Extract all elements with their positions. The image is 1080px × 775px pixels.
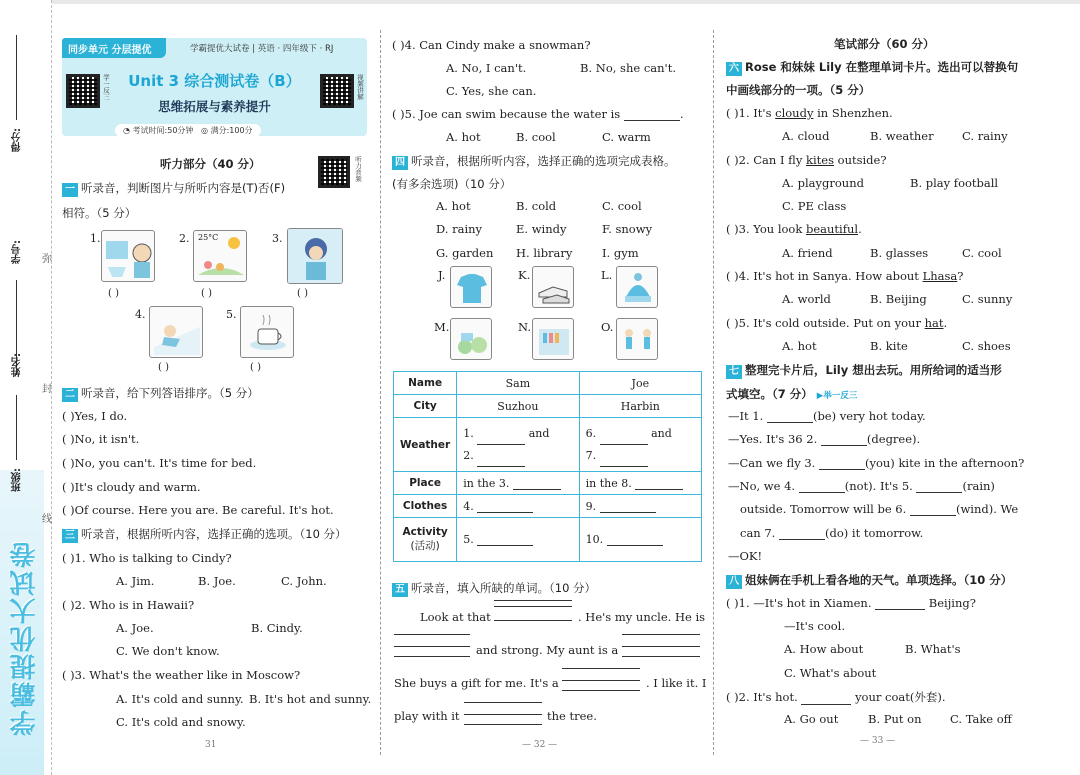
section-3-instructions: 听录音，根据所听内容，选择正确的选项。（10 分） <box>81 527 347 541</box>
qr-code-icon[interactable] <box>318 156 350 188</box>
dialogue-line <box>728 409 926 423</box>
picture-number: 4. <box>135 308 146 321</box>
cell-suzhou: Suzhou <box>457 395 579 418</box>
blank-num: 4. <box>463 499 474 513</box>
question-3-5 <box>392 107 684 121</box>
section-7-instructions: 整理完卡片后，Lily 想出去玩。用所给词的适当形 <box>745 363 1002 377</box>
option: A. Go out <box>784 712 839 726</box>
option: B. weather <box>870 129 934 143</box>
top-edge <box>0 0 1080 4</box>
blank-num: 7. <box>585 448 597 462</box>
fill-blank[interactable] <box>600 434 648 445</box>
row-weather: Weather <box>394 418 457 472</box>
clock-icon: ◔ <box>123 126 130 135</box>
blank-num: 6. <box>585 426 597 440</box>
section-2-heading <box>62 385 259 402</box>
blank-num: 2. <box>463 448 474 462</box>
picture-label: O. <box>601 320 614 334</box>
dialogue-line <box>728 432 920 446</box>
word-option: I. gym <box>602 246 639 260</box>
header-name: Name <box>394 372 457 395</box>
ordering-item: ( )Yes, I do. <box>62 409 128 423</box>
option: B. Put on <box>868 712 922 726</box>
q-text: outside? <box>837 153 887 167</box>
question-6-2 <box>726 153 887 167</box>
fill-blank[interactable] <box>779 529 825 540</box>
student-id-label: 学号: <box>12 240 23 264</box>
line-text: (wind). We <box>955 502 1019 516</box>
ordering-item: ( )It's cloudy and warm. <box>62 480 201 494</box>
picture-snow-sledding <box>149 306 203 358</box>
picture-wool-hat <box>616 266 658 308</box>
section-8-heading <box>726 572 1012 589</box>
row-activity <box>394 518 457 562</box>
q-text: . <box>858 222 862 236</box>
q-text: ( )1. It's <box>726 106 772 120</box>
fill-line[interactable] <box>394 656 470 657</box>
option: C. Yes, she can. <box>446 84 537 98</box>
option: A. hot <box>446 130 481 144</box>
exam-full-score: 满分:100分 <box>210 126 253 135</box>
section-badge: 四 <box>392 156 408 170</box>
section-1-instructions: 听录音，判断图片与所听内容是(T)否(F) <box>81 181 286 195</box>
option: C. warm <box>602 130 651 144</box>
seal-char-mi: 弥 <box>42 254 52 265</box>
answer-blank[interactable]: ( ) <box>158 362 169 373</box>
cell-weather-joe <box>579 418 701 472</box>
line-text: —No, we 4. <box>728 479 796 493</box>
question-3-3: ( )3. What's the weather like in Moscow? <box>62 668 301 682</box>
fill-line[interactable] <box>562 668 640 669</box>
underlined-word: kites <box>806 153 834 167</box>
row-place: Place <box>394 472 457 495</box>
picture-tshirt <box>450 266 492 308</box>
option: B. No, she can't. <box>580 61 676 75</box>
q-text: your coat(外套). <box>855 690 946 704</box>
dialogue-line: —OK! <box>728 549 763 563</box>
option: A. It's cold and sunny. <box>116 692 244 706</box>
fill-line[interactable] <box>464 714 542 715</box>
blank-num: in the 8. <box>585 476 632 490</box>
cell-clothes-joe <box>579 495 701 518</box>
page-number-32: — 32 — <box>522 740 558 750</box>
exam-time: 考试时间:50分钟 <box>132 126 194 135</box>
and-word: and <box>528 426 550 440</box>
fill-blank[interactable] <box>875 599 925 610</box>
qr-caption-right: 视频讲解 <box>356 74 364 100</box>
q-text: Beijing? <box>928 596 976 610</box>
q-text: ( )3. You look <box>726 222 803 236</box>
listening-title: 听力部分（40 分） <box>160 157 261 171</box>
period: . <box>679 107 684 121</box>
unit-tag: 同步单元 分层提优 <box>62 38 166 58</box>
picture-label: M. <box>434 320 450 334</box>
option: B. Beijing <box>870 292 927 306</box>
column-divider-2 <box>713 30 714 755</box>
section-6-heading-cont: 中画线部分的一项。（5 分） <box>726 83 871 97</box>
fill-blank[interactable] <box>600 456 648 467</box>
page-number-33: — 33 — <box>860 736 896 746</box>
fill-line[interactable] <box>494 606 572 607</box>
fill-blank[interactable] <box>600 502 656 513</box>
option: C. rainy <box>962 129 1008 143</box>
series-label: 学霸提优大试卷 | 英语 · 四年级下 · RJ <box>190 44 334 54</box>
q-text: ( )1. —It's hot in Xiamen. <box>726 596 872 610</box>
option: C. shoes <box>962 339 1011 353</box>
section-badge: 七 <box>726 365 742 379</box>
line-text: (do) it tomorrow. <box>825 526 924 540</box>
passage-line-3a: She buys a gift for me. It's a <box>394 676 559 690</box>
q-text: ( )2. It's hot. <box>726 690 798 704</box>
page-number-31: 31 <box>205 740 217 750</box>
option: B. What's <box>905 642 961 656</box>
passage-line-2: and strong. My aunt is a <box>476 643 619 657</box>
line-text: outside. Tomorrow will be 6. <box>740 502 907 516</box>
qr-caption-left: 学一反三 <box>102 74 110 100</box>
section-8-instructions: 姐妹俩在手机上看各地的天气。单项选择。（10 分） <box>745 573 1013 587</box>
question-8-2 <box>726 689 946 705</box>
section-4-heading-cont: (有多余选项)（10 分） <box>392 177 512 191</box>
q-text: . <box>943 316 948 330</box>
fill-blank[interactable] <box>477 434 525 445</box>
blank-num: 10. <box>585 533 604 546</box>
line-text: (not). It's 5. <box>844 479 913 493</box>
practice-tag-label: 举一反三 <box>823 391 858 401</box>
passage-line-4a: play with it <box>394 709 460 723</box>
cell-place-sam <box>457 472 579 495</box>
score-icon: ◎ <box>201 126 209 135</box>
activity-cn-label: (活动) <box>410 540 440 552</box>
option: A. hot <box>782 339 817 353</box>
option: B. It's hot and sunny. <box>249 692 372 706</box>
section-4-heading <box>392 153 676 170</box>
weather-table <box>393 371 702 562</box>
brand-logo: 学霸提优大试卷 <box>10 540 40 736</box>
section-badge: 五 <box>392 583 408 597</box>
option: C. John. <box>281 574 327 588</box>
fill-blank[interactable] <box>477 456 525 467</box>
option: C. sunny <box>962 292 1013 306</box>
cell-clothes-sam <box>457 495 579 518</box>
underlined-word: hat <box>924 316 944 330</box>
option: A. Joe. <box>116 621 154 635</box>
fill-line[interactable] <box>464 724 542 725</box>
section-6-heading <box>726 59 1018 76</box>
option: B. Joe. <box>198 574 236 588</box>
section-badge: 三 <box>62 529 78 543</box>
test-subtitle: 思维拓展与素养提升 <box>158 99 271 114</box>
option: A. How about <box>784 642 864 656</box>
word-option: F. snowy <box>602 222 653 236</box>
picture-number: 3. <box>272 232 283 245</box>
fill-line[interactable] <box>622 646 700 647</box>
fill-line[interactable] <box>622 634 700 635</box>
row-clothes: Clothes <box>394 495 457 518</box>
option: C. We don't know. <box>116 644 220 658</box>
fill-blank[interactable] <box>821 435 867 446</box>
picture-hot-drink <box>240 306 294 358</box>
word-option: B. cold <box>516 199 557 213</box>
blank-num: 5. <box>463 533 474 546</box>
word-option: G. garden <box>436 246 494 260</box>
option: C. What's about <box>784 666 877 680</box>
section-2-instructions: 听录音，给下列答语排序。（5 分） <box>81 386 259 400</box>
fill-blank[interactable] <box>624 110 680 121</box>
line-text: (you) kite in the afternoon? <box>864 456 1025 470</box>
option: B. play football <box>910 176 999 190</box>
answer-blank[interactable]: ( ) <box>108 288 119 299</box>
line-text: can 7. <box>740 526 776 540</box>
question-6-1 <box>726 106 893 120</box>
fill-blank[interactable] <box>513 479 561 490</box>
question-6-5 <box>726 316 947 330</box>
fill-blank[interactable] <box>635 479 683 490</box>
answer-blank[interactable]: ( ) <box>297 288 308 299</box>
passage-line-4b: the tree. <box>547 709 597 723</box>
option: A. playground <box>782 176 864 190</box>
cell-weather-sam <box>457 418 579 472</box>
option: B. cool <box>516 130 556 144</box>
line-text: (be) very hot today. <box>812 409 926 423</box>
answer-blank[interactable]: ( ) <box>250 362 261 373</box>
option: C. cool <box>962 246 1002 260</box>
word-option: E. windy <box>516 222 567 236</box>
section-4-instructions: 听录音，根据所听内容，选择正确的选项完成表格。 <box>411 154 676 168</box>
option: C. PE class <box>782 199 847 213</box>
dialogue-line <box>728 456 1024 470</box>
picture-number: 2. <box>179 232 190 245</box>
picture-shoes <box>532 266 574 308</box>
practice-tag[interactable]: ▶举一反三 <box>816 391 858 401</box>
line-text: (rain) <box>962 479 995 493</box>
fill-line[interactable] <box>494 620 572 621</box>
line-text: —Can we fly 3. <box>728 456 816 470</box>
q-text: —It's cool. <box>784 619 846 633</box>
word-option: C. cool <box>602 199 642 213</box>
section-badge: 八 <box>726 575 742 589</box>
q-text: ? <box>957 269 964 283</box>
option: A. world <box>782 292 831 306</box>
picture-number: 1. <box>90 232 101 245</box>
fill-blank[interactable] <box>916 482 962 493</box>
picture-label: L. <box>601 268 613 282</box>
question-3-2: ( )2. Who is in Hawaii? <box>62 598 195 612</box>
word-option: H. library <box>516 246 573 260</box>
score-label: 得分: <box>12 128 23 152</box>
underlined-word: beautiful <box>805 222 859 236</box>
written-title: 笔试部分（60 分） <box>834 37 935 51</box>
picture-snow-scene <box>101 230 155 282</box>
section-7-heading <box>726 362 1002 379</box>
fill-blank[interactable] <box>819 459 865 470</box>
section-5-heading <box>392 580 596 597</box>
line-text: (degree). <box>866 432 921 446</box>
blank-num: 9. <box>585 499 597 513</box>
picture-garden <box>450 318 492 360</box>
activity-label: Activity <box>402 526 448 538</box>
audio-qr-caption: 听力音频 <box>354 156 362 182</box>
temperature-label: 25°C <box>198 233 219 242</box>
blank-num: 1. <box>463 426 474 440</box>
fill-line[interactable] <box>562 680 640 681</box>
passage-line-1a: Look at that <box>420 610 491 624</box>
picture-library <box>532 318 574 360</box>
passage-line-1b: . He's my uncle. He is <box>578 610 706 624</box>
section-1-heading-cont: 相符。（5 分） <box>62 206 137 220</box>
fill-blank[interactable] <box>799 482 845 493</box>
option: B. Cindy. <box>251 621 303 635</box>
fill-blank[interactable] <box>801 694 851 705</box>
fill-line[interactable] <box>494 600 572 601</box>
picture-label: K. <box>518 268 531 282</box>
option: A. Jim. <box>116 574 155 588</box>
cell-place-joe <box>579 472 701 495</box>
row-city: City <box>394 395 457 418</box>
section-badge: 二 <box>62 388 78 402</box>
cell-activity-joe <box>579 518 701 562</box>
question-3-1: ( )1. Who is talking to Cindy? <box>62 551 232 565</box>
fill-blank[interactable] <box>477 535 533 546</box>
question-6-3 <box>726 222 862 236</box>
question-3-4: ( )4. Can Cindy make a snowman? <box>392 38 591 52</box>
option: B. kite <box>870 339 908 353</box>
fill-line[interactable] <box>394 646 470 647</box>
answer-blank[interactable]: ( ) <box>201 288 212 299</box>
section-1-heading <box>62 180 285 197</box>
fill-blank[interactable] <box>767 412 813 423</box>
section-7-instructions-cont: 式填空。（7 分） <box>726 387 813 401</box>
passage-line-3b: . I like it. I <box>646 676 707 690</box>
q-text: ( )2. Can I fly <box>726 153 803 167</box>
q-text: in Shenzhen. <box>817 106 893 120</box>
blank-num: in the 3. <box>463 476 510 490</box>
section-badge: 六 <box>726 62 742 76</box>
question-3-5-text: ( )5. Joe can swim because the water is <box>392 107 621 121</box>
seal-char-xian: 线 <box>42 514 52 525</box>
underlined-word: cloudy <box>775 106 814 120</box>
line-text: —It 1. <box>728 409 764 423</box>
fill-blank[interactable] <box>910 505 956 516</box>
fill-line[interactable] <box>622 656 700 657</box>
fill-line[interactable] <box>394 634 470 635</box>
question-6-4 <box>726 269 963 283</box>
word-option: D. rainy <box>436 222 483 236</box>
dialogue-line <box>740 526 923 540</box>
fill-blank[interactable] <box>607 535 663 546</box>
cell-activity-sam <box>457 518 579 562</box>
and-word: and <box>651 426 672 440</box>
section-6-instructions: Rose 和妹妹 Lily 在整理单词卡片。选出可以替换句 <box>745 60 1019 74</box>
word-option: A. hot <box>436 199 471 213</box>
name-line <box>16 395 17 460</box>
q-text: ( )4. It's hot in Sanya. How about <box>726 269 919 283</box>
section-7-heading-cont <box>726 386 857 402</box>
class-label: 班级: <box>12 468 23 492</box>
underlined-word: Lhasa <box>922 269 958 283</box>
dialogue-line <box>728 479 995 493</box>
fill-blank[interactable] <box>477 502 533 513</box>
fill-line[interactable] <box>562 690 640 691</box>
name-label: 姓名: <box>12 353 23 377</box>
section-badge: 一 <box>62 183 78 197</box>
ordering-item: ( )Of course. Here you are. Be careful. It's hot. <box>62 503 334 517</box>
q-text: ( )5. It's cold outside. Put on your <box>726 316 921 330</box>
picture-label: J. <box>438 268 446 282</box>
dialogue-line <box>740 502 1018 516</box>
picture-child-rain <box>287 228 343 284</box>
ordering-item: ( )No, you can't. It's time for bed. <box>62 456 257 470</box>
option: A. friend <box>782 246 833 260</box>
seal-char-feng: 封 <box>42 384 52 395</box>
test-title: Unit 3 综合测试卷（B） <box>128 72 301 90</box>
ordering-item: ( )No, it isn't. <box>62 432 140 446</box>
picture-label: N. <box>518 320 531 334</box>
column-divider-1 <box>380 30 381 755</box>
option: B. glasses <box>870 246 929 260</box>
fill-line[interactable] <box>464 702 542 703</box>
picture-number: 5. <box>226 308 237 321</box>
exam-info <box>115 124 261 137</box>
option: C. Take off <box>950 712 1012 726</box>
cell-harbin: Harbin <box>579 395 701 418</box>
score-line <box>16 35 17 120</box>
picture-gym <box>616 318 658 360</box>
section-5-instructions: 听录音，填入所缺的单词。（10 分） <box>411 581 597 595</box>
section-3-heading <box>62 526 347 543</box>
question-8-1 <box>726 596 976 610</box>
option: C. It's cold and snowy. <box>116 715 246 729</box>
col-sam: Sam <box>457 372 579 395</box>
line-text: —Yes. It's 36 2. <box>728 432 818 446</box>
col-joe: Joe <box>579 372 701 395</box>
option: A. No, I can't. <box>446 61 527 75</box>
option: A. cloud <box>782 129 830 143</box>
